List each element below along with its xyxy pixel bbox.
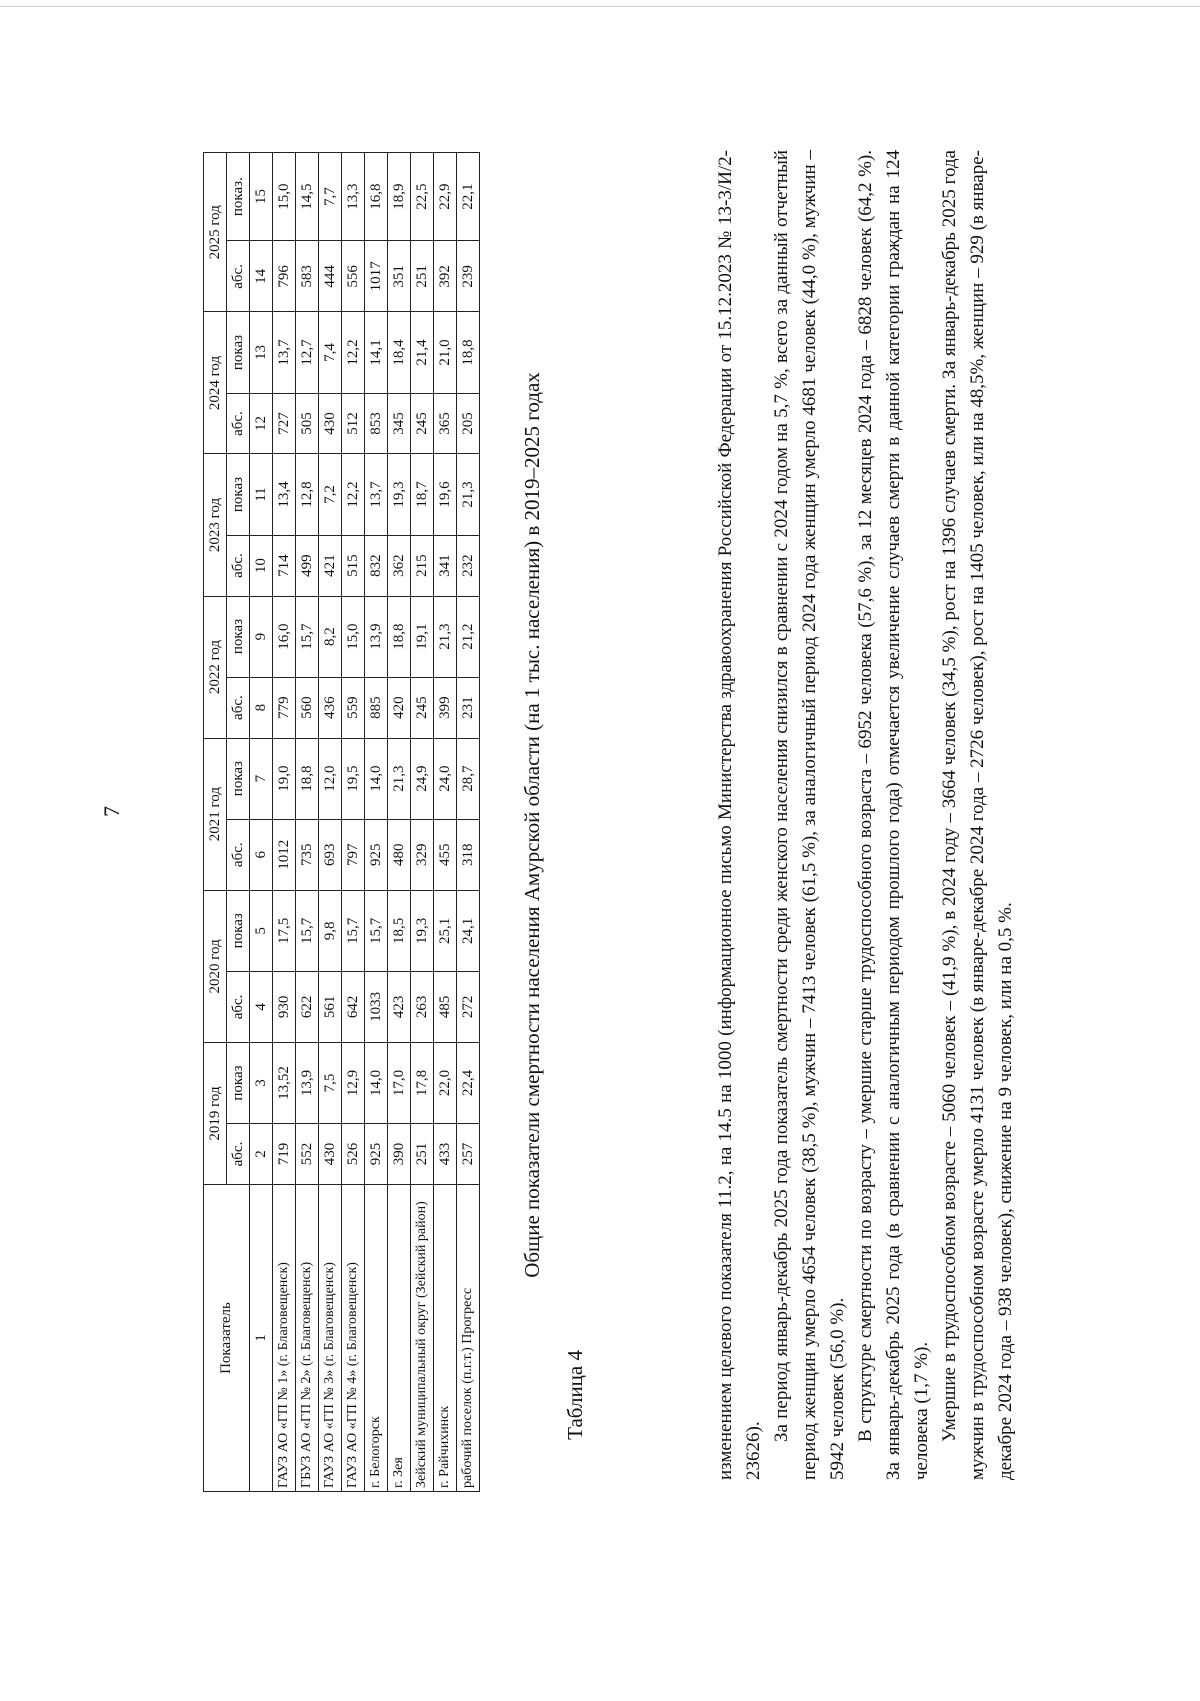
table-cell: 272 xyxy=(457,971,480,1042)
table-cell: 436 xyxy=(319,677,342,738)
mortality-table xyxy=(203,152,480,1492)
table-cell: 499 xyxy=(296,535,319,596)
column-number-cell: 7 xyxy=(250,738,273,819)
column-number-cell: 6 xyxy=(250,819,273,890)
table-row xyxy=(319,153,342,1492)
subheader-cell: показ xyxy=(227,454,250,535)
table-cell: 7,5 xyxy=(319,1042,342,1123)
table-cell: 925 xyxy=(365,819,388,890)
table-cell: 345 xyxy=(388,393,411,454)
table-cell: 25,1 xyxy=(434,890,457,971)
subheader-cell: абс. xyxy=(227,971,250,1042)
table-cell: 559 xyxy=(342,677,365,738)
column-number-cell: 1 xyxy=(250,1185,273,1492)
table-cell: 13,52 xyxy=(273,1042,296,1123)
table-cell: 21,4 xyxy=(411,312,434,393)
table-cell: 21,3 xyxy=(457,454,480,535)
column-number-cell: 15 xyxy=(250,153,273,241)
paragraph-3: В структуре смертности по возрасту – умершие старше трудоспособного возраста – 6952 человека (57,6 %), за 12 месяцев 2024 года – 6828 человек (64,2 %). За январь-декабрь 2025 года (в сравнении с аналогичным периодом прошлого года) отмечается увеличение случаев смерти в данной категории граждан на 124 человека (1,7 %). xyxy=(855,150,932,1480)
table-cell: 1017 xyxy=(365,241,388,312)
table-cell: 13,9 xyxy=(296,1042,319,1123)
table-cell: 21,0 xyxy=(434,312,457,393)
table-cell: 560 xyxy=(296,677,319,738)
table-cell: 245 xyxy=(411,677,434,738)
column-number-cell: 2 xyxy=(250,1124,273,1185)
table-cell: 22,0 xyxy=(434,1042,457,1123)
table-cell: 21,3 xyxy=(388,738,411,819)
subheader-cell: показ xyxy=(227,890,250,971)
table-cell: 13,7 xyxy=(273,312,296,393)
table-cell: 14,0 xyxy=(365,1042,388,1123)
year-header: 2025 год xyxy=(204,153,227,312)
table-cell: 853 xyxy=(365,393,388,454)
table-cell: 423 xyxy=(388,971,411,1042)
table-cell: 22,5 xyxy=(411,153,434,241)
column-number-cell: 4 xyxy=(250,971,273,1042)
table-cell: 7,2 xyxy=(319,454,342,535)
table-cell: 515 xyxy=(342,535,365,596)
table-cell: 18,8 xyxy=(457,312,480,393)
table-cell: 18,7 xyxy=(411,454,434,535)
table-cell: 365 xyxy=(434,393,457,454)
table-cell: 15,7 xyxy=(296,890,319,971)
table-cell: 15,7 xyxy=(296,596,319,677)
table-cell: 735 xyxy=(296,819,319,890)
row-label: г. Райчихинск xyxy=(434,1185,457,1492)
subheader-cell: показ xyxy=(227,596,250,677)
table-cell: 245 xyxy=(411,393,434,454)
table-cell: 18,8 xyxy=(296,738,319,819)
table-cell: 215 xyxy=(411,535,434,596)
table-cell: 9,8 xyxy=(319,890,342,971)
table-cell: 19,3 xyxy=(388,454,411,535)
table-cell: 719 xyxy=(273,1124,296,1185)
table-cell: 263 xyxy=(411,971,434,1042)
row-label: ГАУЗ АО «ГП № 3» (г. Благовещенск) xyxy=(319,1185,342,1492)
table-cell: 13,9 xyxy=(365,596,388,677)
table-cell: 22,9 xyxy=(434,153,457,241)
column-number-cell: 14 xyxy=(250,241,273,312)
table-cell: 430 xyxy=(319,1124,342,1185)
column-number-cell: 10 xyxy=(250,535,273,596)
year-header: 2023 год xyxy=(204,454,227,596)
table-row xyxy=(411,153,434,1492)
table-number: Таблица 4 xyxy=(563,1350,587,1440)
table-cell: 552 xyxy=(296,1124,319,1185)
table-cell: 14,0 xyxy=(365,738,388,819)
subheader-cell: показ. xyxy=(227,153,250,241)
table-cell: 257 xyxy=(457,1124,480,1185)
table-cell: 16,0 xyxy=(273,596,296,677)
table-cell: 7,4 xyxy=(319,312,342,393)
table-cell: 420 xyxy=(388,677,411,738)
table-row xyxy=(296,153,319,1492)
table-cell: 13,7 xyxy=(365,454,388,535)
table-cell: 693 xyxy=(319,819,342,890)
paragraph-4: Умершие в трудоспособном возрасте – 5060 человек – (41,9 %), в 2024 году – 3664 человек (34,5 %), рост на 1396 случаев смерти. За январь-декабрь 2025 года мужчин в трудоспособном возрасте умерло 4131 человек (в январе-декабре 2024 года – 2726 человек), рост на 1405 человек, или на 48,5%, женщин – 929 (в январе-декабре 2024 года – 938 человек), снижение на 9 человек, или на 0,5 %. xyxy=(939,150,1016,1480)
table-cell: 341 xyxy=(434,535,457,596)
table-row xyxy=(388,153,411,1492)
column-number-cell: 9 xyxy=(250,596,273,677)
year-header: 2024 год xyxy=(204,312,227,454)
table-cell: 480 xyxy=(388,819,411,890)
subheader-cell: абс. xyxy=(227,241,250,312)
table-cell: 622 xyxy=(296,971,319,1042)
table-cell: 18,9 xyxy=(388,153,411,241)
table-cell: 24,1 xyxy=(457,890,480,971)
table-cell: 7,7 xyxy=(319,153,342,241)
column-number-cell: 8 xyxy=(250,677,273,738)
table-cell: 12,9 xyxy=(342,1042,365,1123)
paragraph-1: изменением целевого показателя 11.2, на 14.5 на 1000 (информационное письмо Министерства здравоохранения Российской Федерации от 15.12.2023 № 13-3/И/2-23626). xyxy=(715,150,764,1480)
table-cell: 12,2 xyxy=(342,454,365,535)
table-cell: 12,8 xyxy=(296,454,319,535)
page-number: 7 xyxy=(99,806,124,817)
table-cell: 232 xyxy=(457,535,480,596)
table-cell: 433 xyxy=(434,1124,457,1185)
table-cell: 21,2 xyxy=(457,596,480,677)
table-cell: 362 xyxy=(388,535,411,596)
table-cell: 18,8 xyxy=(388,596,411,677)
table-cell: 512 xyxy=(342,393,365,454)
row-label: ГАУЗ АО «ГП № 4» (г. Благовещенск) xyxy=(342,1185,365,1492)
row-label: ГАУЗ АО «ГП № 1» (г. Благовещенск) xyxy=(273,1185,296,1492)
table-cell: 17,5 xyxy=(273,890,296,971)
table-cell: 444 xyxy=(319,241,342,312)
table-cell: 251 xyxy=(411,241,434,312)
table-cell: 1012 xyxy=(273,819,296,890)
table-cell: 779 xyxy=(273,677,296,738)
table-cell: 351 xyxy=(388,241,411,312)
table-cell: 399 xyxy=(434,677,457,738)
year-header: 2021 год xyxy=(204,738,227,890)
table-cell: 421 xyxy=(319,535,342,596)
table-row xyxy=(273,153,296,1492)
subheader-cell: показ xyxy=(227,738,250,819)
subheader-cell: абс. xyxy=(227,393,250,454)
table-cell: 12,2 xyxy=(342,312,365,393)
subheader-cell: показ xyxy=(227,312,250,393)
table-cell: 556 xyxy=(342,241,365,312)
subheader-cell: абс. xyxy=(227,819,250,890)
table-cell: 22,4 xyxy=(457,1042,480,1123)
table-cell: 205 xyxy=(457,393,480,454)
subheader-cell: абс. xyxy=(227,1124,250,1185)
table-cell: 12,0 xyxy=(319,738,342,819)
table-cell: 392 xyxy=(434,241,457,312)
mortality-table-wrapper xyxy=(203,152,480,1492)
table-cell: 15,7 xyxy=(342,890,365,971)
table-cell: 15,7 xyxy=(365,890,388,971)
indicator-header: Показатель xyxy=(204,1185,250,1492)
table-cell: 832 xyxy=(365,535,388,596)
table-cell: 21,3 xyxy=(434,596,457,677)
column-number-cell: 5 xyxy=(250,890,273,971)
row-label: г. Белогорск xyxy=(365,1185,388,1492)
table-cell: 13,4 xyxy=(273,454,296,535)
table-cell: 642 xyxy=(342,971,365,1042)
table-cell: 14,1 xyxy=(365,312,388,393)
table-cell: 239 xyxy=(457,241,480,312)
table-cell: 19,3 xyxy=(411,890,434,971)
table-cell: 15,0 xyxy=(342,596,365,677)
column-number-cell: 13 xyxy=(250,312,273,393)
table-cell: 18,5 xyxy=(388,890,411,971)
table-cell: 925 xyxy=(365,1124,388,1185)
paragraph-2: За период январь-декабрь 2025 года показатель смертности среди женского населения снизился в сравнении с 2024 годом на 5,7 %, всего за данный отчетный период женщин умерло 4654 человек (38,5 %), мужчин – 7413 человек (61,5 %), за аналогичный период 2024 года женщин умерло 4681 человек (44,0 %), мужчин – 5942 человек (56,0 %). xyxy=(771,150,848,1480)
table-cell: 16,8 xyxy=(365,153,388,241)
table-row xyxy=(457,153,480,1492)
table-cell: 505 xyxy=(296,393,319,454)
table-cell: 727 xyxy=(273,393,296,454)
column-number-cell: 11 xyxy=(250,454,273,535)
table-cell: 526 xyxy=(342,1124,365,1185)
row-label: Зейский муниципальный округ (Зейский район) xyxy=(411,1185,434,1492)
table-cell: 485 xyxy=(434,971,457,1042)
table-row xyxy=(342,153,365,1492)
table-cell: 19,5 xyxy=(342,738,365,819)
table-cell: 17,0 xyxy=(388,1042,411,1123)
header-row-column-numbers xyxy=(250,153,273,1492)
table-cell: 455 xyxy=(434,819,457,890)
table-row xyxy=(365,153,388,1492)
table-cell: 561 xyxy=(319,971,342,1042)
year-header: 2020 год xyxy=(204,890,227,1042)
table-cell: 24,9 xyxy=(411,738,434,819)
table-cell: 19,6 xyxy=(434,454,457,535)
table-row xyxy=(434,153,457,1492)
table-cell: 797 xyxy=(342,819,365,890)
table-title: Общие показатели смертности населения Амурской области (на 1 тыс. населения) в 2019–2025 годах xyxy=(520,372,544,1278)
table-cell: 12,7 xyxy=(296,312,319,393)
row-label: г. Зея xyxy=(388,1185,411,1492)
table-cell: 15,0 xyxy=(273,153,296,241)
table-cell: 930 xyxy=(273,971,296,1042)
table-cell: 8,2 xyxy=(319,596,342,677)
row-label: рабочий поселок (п.г.т.) Прогресс xyxy=(457,1185,480,1492)
table-cell: 231 xyxy=(457,677,480,738)
table-cell: 318 xyxy=(457,819,480,890)
table-cell: 714 xyxy=(273,535,296,596)
table-cell: 28,7 xyxy=(457,738,480,819)
table-cell: 251 xyxy=(411,1124,434,1185)
subheader-cell: абс. xyxy=(227,677,250,738)
table-cell: 390 xyxy=(388,1124,411,1185)
table-cell: 22,1 xyxy=(457,153,480,241)
body-text xyxy=(712,150,1020,1480)
table-cell: 17,8 xyxy=(411,1042,434,1123)
table-cell: 19,1 xyxy=(411,596,434,677)
subheader-cell: абс. xyxy=(227,535,250,596)
table-cell: 19,0 xyxy=(273,738,296,819)
table-cell: 18,4 xyxy=(388,312,411,393)
table-cell: 24,0 xyxy=(434,738,457,819)
table-cell: 885 xyxy=(365,677,388,738)
table-cell: 1033 xyxy=(365,971,388,1042)
year-header: 2022 год xyxy=(204,596,227,738)
column-number-cell: 12 xyxy=(250,393,273,454)
subheader-cell: показ xyxy=(227,1042,250,1123)
column-number-cell: 3 xyxy=(250,1042,273,1123)
table-cell: 13,3 xyxy=(342,153,365,241)
header-row-years xyxy=(204,153,227,1492)
year-header: 2019 год xyxy=(204,1042,227,1184)
table-cell: 796 xyxy=(273,241,296,312)
row-label: ГБУЗ АО «ГП № 2» (г. Благовещенск) xyxy=(296,1185,319,1492)
table-cell: 14,5 xyxy=(296,153,319,241)
table-cell: 430 xyxy=(319,393,342,454)
table-cell: 329 xyxy=(411,819,434,890)
table-cell: 583 xyxy=(296,241,319,312)
